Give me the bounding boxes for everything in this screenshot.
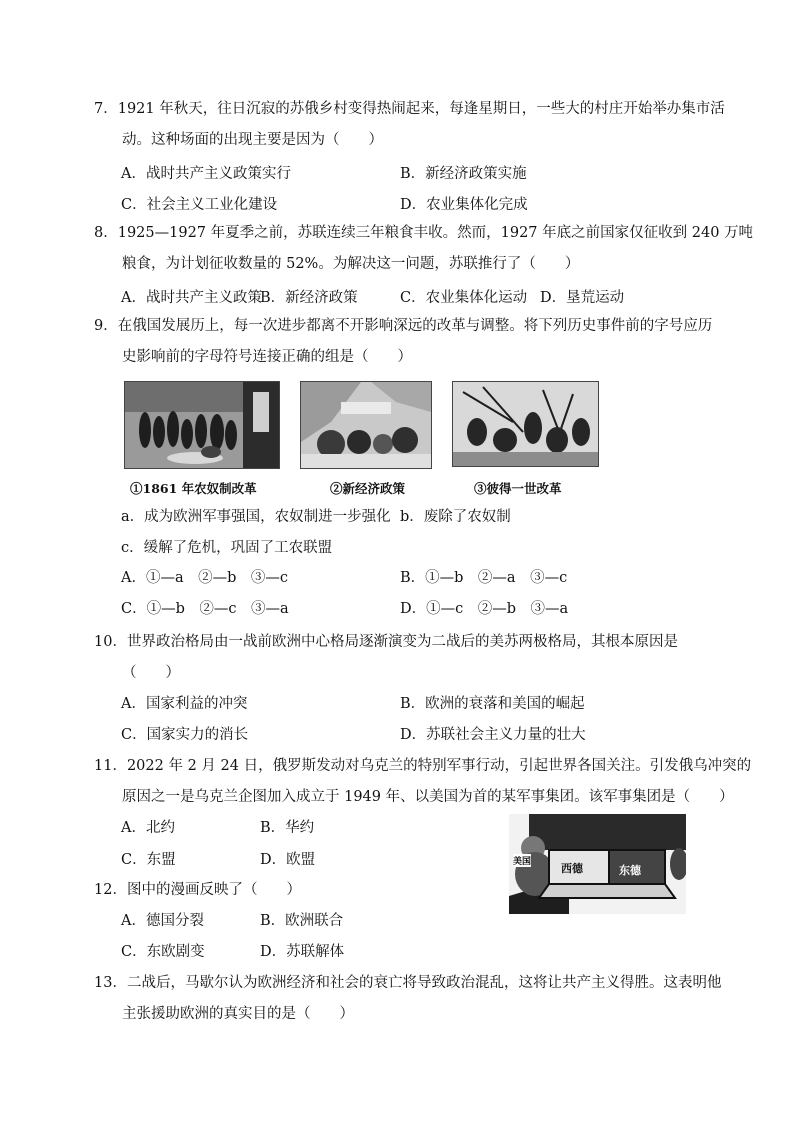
question-10-stem-line2: （ ）: [122, 665, 180, 681]
peter-reform-caption: ③彼得一世改革: [474, 481, 562, 496]
question-11-stem-line2: 原因之一是乌克兰企图加入成立于 1949 年、以美国为首的某军事集团。该军事集团是（ ）: [122, 789, 734, 805]
q11-option-d[interactable]: D．欧盟: [260, 852, 316, 868]
q12-option-a[interactable]: A．德国分裂: [121, 913, 204, 929]
question-12-stem: 12．图中的漫画反映了（ ）: [94, 882, 301, 898]
nep-poster-illustration: [301, 382, 431, 468]
q9-option-a[interactable]: A．①—a ②—b ③—c: [121, 570, 289, 586]
question-12: [94, 875, 706, 906]
question-10-stem-line1: 10．世界政治格局由一战前欧洲中心格局逐渐演变为二战后的美苏两极格局，其根本原因是: [94, 634, 678, 650]
q9-option-b[interactable]: B．①—b ②—a ③—c: [400, 570, 568, 586]
q7-option-a[interactable]: A．战时共产主义政策实行: [121, 166, 291, 182]
question-13-stem-line2: 主张援助欧洲的真实目的是（ ）: [122, 1006, 354, 1022]
question-11-stem-line1: 11．2022 年 2 月 24 日，俄罗斯发动对乌克兰的特别军事行动，引起世界各国关注。引发俄乌冲突的: [94, 758, 752, 774]
q7-option-c[interactable]: C．社会主义工业化建设: [121, 197, 278, 213]
question-8-stem-line1: 8．1925—1927 年夏季之前，苏联连续三年粮食丰收。然而，1927 年底之前国家仅征收到 240 万吨: [94, 225, 754, 241]
peter-reform-image: [452, 381, 599, 467]
question-10: [94, 627, 706, 689]
q10-option-b[interactable]: B．欧洲的衰落和美国的崛起: [400, 696, 585, 712]
q12-option-b[interactable]: B．欧洲联合: [260, 913, 344, 929]
question-9-stem-line1: 9．在俄国发展历上，每一次进步都离不开影响深远的改革与调整。将下列历史事件前的字号应历: [94, 318, 713, 334]
question-11: [94, 751, 752, 813]
new-economic-policy-image: [300, 381, 432, 469]
q8-option-d[interactable]: D．垦荒运动: [540, 290, 625, 306]
question-9-stem-line2: 史影响前的字母符号连接正确的组是（ ）: [122, 349, 412, 365]
q10-option-d[interactable]: D．苏联社会主义力量的壮大: [400, 727, 586, 743]
q8-option-b[interactable]: B．新经济政策: [260, 290, 358, 306]
question-7: [94, 94, 725, 156]
serf-reform-illustration: [125, 382, 279, 468]
cartoon-label-east-germany: 东德: [619, 864, 641, 877]
q12-option-c[interactable]: C．东欧剧变: [121, 944, 205, 960]
q9-item-c: c．缓解了危机，巩固了工农联盟: [121, 540, 333, 556]
new-economic-policy-caption: ②新经济政策: [330, 481, 406, 496]
question-13: [94, 968, 722, 1030]
question-7-stem-line2: 动。这种场面的出现主要是因为（ ）: [122, 132, 383, 148]
q9-option-c[interactable]: C．①—b ②—c ③—a: [121, 601, 289, 617]
q10-option-c[interactable]: C．国家实力的消长: [121, 727, 249, 743]
q11-option-c[interactable]: C．东盟: [121, 852, 176, 868]
question-9: [94, 311, 713, 373]
serf-reform-caption: ①1861 年农奴制改革: [130, 481, 257, 496]
q11-option-b[interactable]: B．华约: [260, 820, 315, 836]
q9-option-d[interactable]: D．①—c ②—b ③—a: [400, 601, 569, 617]
q8-option-c[interactable]: C．农业集体化运动: [400, 290, 528, 306]
serf-reform-image: [124, 381, 280, 469]
cartoon-label-usa: 美国: [513, 854, 531, 867]
cartoon-label-west-germany: 西德: [561, 862, 583, 875]
q11-option-a[interactable]: A．北约: [121, 820, 175, 836]
q8-option-a[interactable]: A．战时共产主义政策: [121, 290, 262, 306]
question-8-stem-line2: 粮食，为计划征收数量的 52%。为解决这一问题，苏联推行了（ ）: [122, 256, 580, 272]
q12-option-d[interactable]: D．苏联解体: [260, 944, 345, 960]
q7-option-b[interactable]: B．新经济政策实施: [400, 166, 527, 182]
question-13-stem-line1: 13．二战后，马歇尔认为欧洲经济和社会的衰亡将导致政治混乱，这将让共产主义得胜。这表明他: [94, 975, 722, 991]
question-8: [94, 218, 754, 280]
q9-item-b: b．废除了农奴制: [400, 509, 511, 525]
q9-item-a: a．成为欧洲军事强国，农奴制进一步强化: [121, 509, 391, 525]
peter-reform-illustration: [453, 382, 598, 466]
q10-option-a[interactable]: A．国家利益的冲突: [121, 696, 248, 712]
q7-option-d[interactable]: D．农业集体化完成: [400, 197, 528, 213]
question-7-stem-line1: 7．1921 年秋天，往日沉寂的苏俄乡村变得热闹起来，每逢星期日，一些大的村庄开始举办集市活: [94, 101, 725, 117]
